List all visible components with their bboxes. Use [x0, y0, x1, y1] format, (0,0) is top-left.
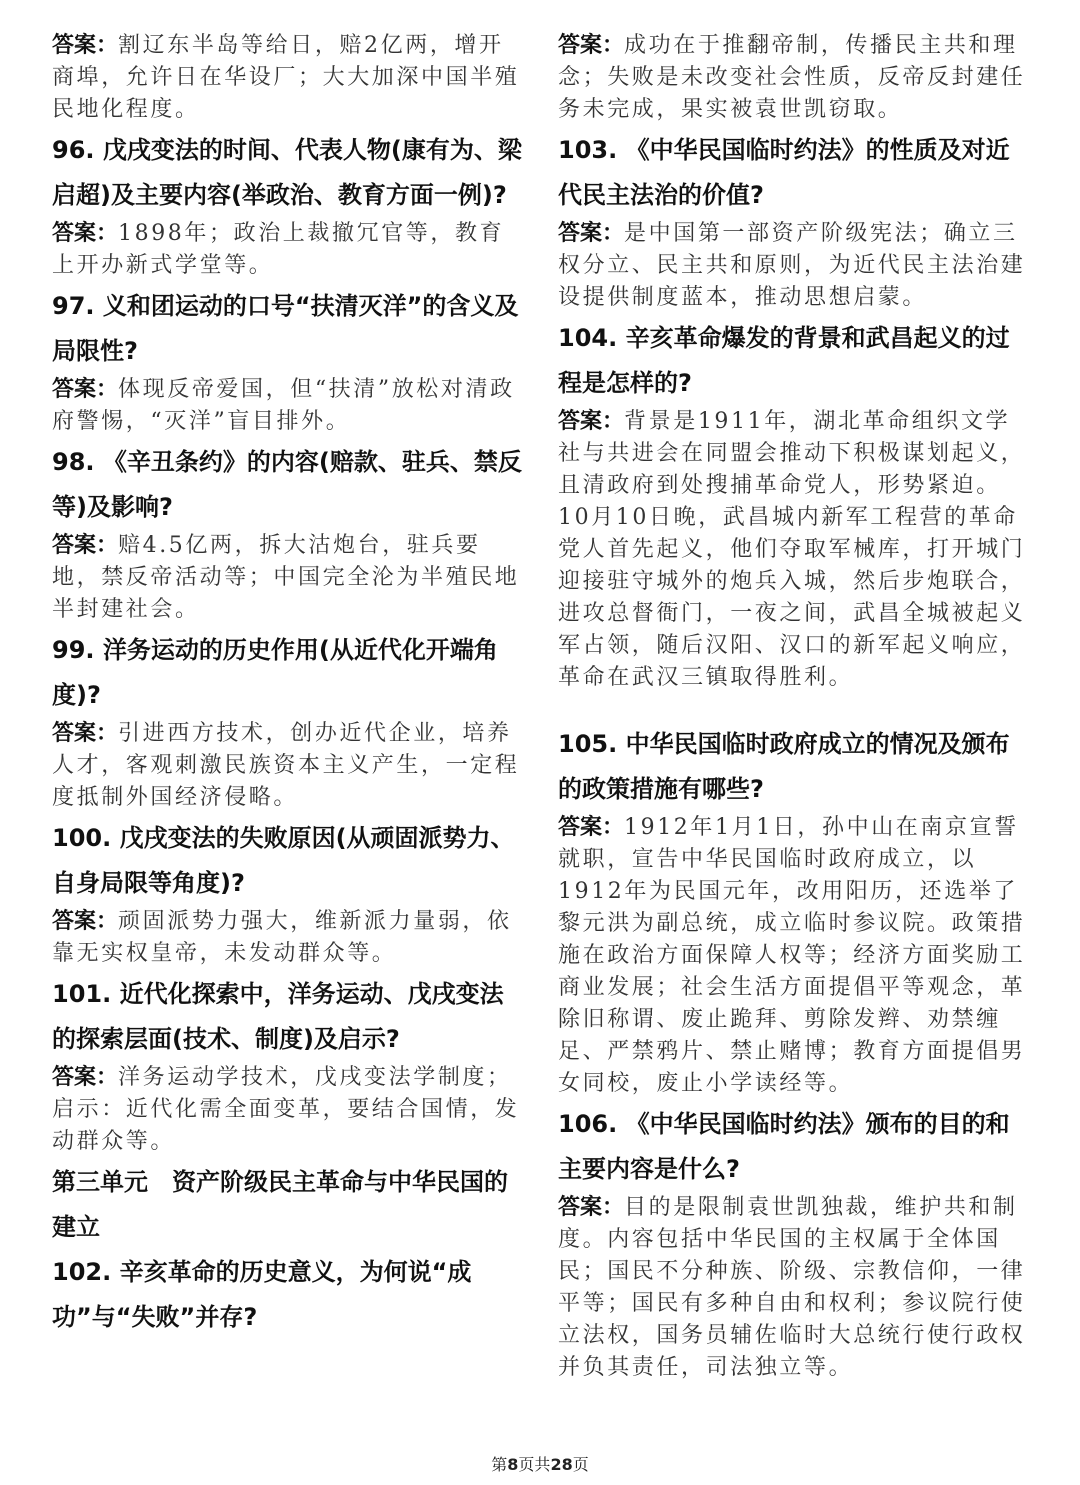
question-103: 103. 《中华民国临时约法》的性质及对近代民主法治的价值? — [558, 136, 1010, 209]
answer-text: 体现反帝爱国，但“扶清”放松对清政府警惕，“灭洋”盲目排外。 — [52, 377, 515, 434]
answer-104 — [558, 406, 1028, 694]
answer-label: 答案： — [52, 221, 119, 246]
spacer — [558, 696, 1028, 722]
question-96: 96. 戊戌变法的时间、代表人物(康有为、梁启超)及主要内容(举政治、教育方面一例)? — [52, 136, 522, 209]
right-column — [558, 30, 1028, 1386]
question-98: 98. 《辛丑条约》的内容(赔款、驻兵、禁反等)及影响? — [52, 448, 522, 521]
answer-text: 割辽东半岛等给日，赔2亿两，增开商埠，允许日在华设厂；大大加深中国半殖民地化程度。 — [52, 33, 520, 122]
question-97: 97. 义和团运动的口号“扶清灭洋”的含义及局限性? — [52, 292, 519, 365]
answer-label: 答案： — [52, 721, 119, 746]
answer-label: 答案： — [52, 377, 119, 402]
answer-100 — [52, 906, 522, 970]
total-page-count: 28 — [550, 1455, 573, 1474]
answer-102 — [558, 30, 1028, 126]
answer-101 — [52, 1062, 522, 1158]
answer-95 — [52, 30, 522, 126]
answer-label: 答案： — [52, 909, 119, 934]
answer-97 — [52, 374, 522, 438]
answer-label: 答案： — [558, 1195, 625, 1220]
question-106: 106. 《中华民国临时约法》颁布的目的和主要内容是什么? — [558, 1110, 1010, 1183]
page-footer — [0, 1452, 1080, 1475]
answer-label: 答案： — [558, 221, 625, 246]
question-104: 104. 辛亥革命爆发的背景和武昌起义的过程是怎样的? — [558, 324, 1010, 397]
answer-text: 背景是1911年，湖北革命组织文学社与共进会在同盟会推动下积极谋划起义，且清政府到处搜捕革命党人，形势紧迫。10月10日晚，武昌城内新军工程营的革命党人首先起义，他们夺取军械库，打开城门迎接驻守城外的炮兵入城，然后步炮联合，进攻总督衙门，一夜之间，武昌全城被起义军占领，随后汉阳、汉口的新军起义响应，革命在武汉三镇取得胜利。 — [558, 409, 1026, 690]
answer-text: 赔4.5亿两，拆大沽炮台，驻兵要地，禁反帝活动等；中国完全沦为半殖民地半封建社会。 — [52, 533, 520, 622]
question-99: 99. 洋务运动的历史作用(从近代化开端角度)? — [52, 636, 498, 709]
question-105: 105. 中华民国临时政府成立的情况及颁布的政策措施有哪些? — [558, 730, 1010, 803]
answer-text: 洋务运动学技术，戊戌变法学制度；启示：近代化需全面变革，要结合国情，发动群众等。 — [52, 1065, 520, 1154]
answer-105 — [558, 812, 1028, 1100]
unit-heading: 第三单元 资产阶级民主革命与中华民国的建立 — [52, 1168, 508, 1241]
answer-103 — [558, 218, 1028, 314]
answer-text: 顽固派势力强大，维新派力量弱，依靠无实权皇帝，未发动群众等。 — [52, 909, 512, 966]
answer-label: 答案： — [558, 815, 625, 840]
answer-text: 引进西方技术，创办近代企业，培养人才，客观刺激民族资本主义产生，一定程度抵制外国经济侵略。 — [52, 721, 520, 810]
answer-label: 答案： — [52, 33, 119, 58]
answer-text: 1898年；政治上裁撤冗官等，教育上开办新式学堂等。 — [52, 221, 505, 278]
answer-text: 1912年1月1日，孙中山在南京宣誓就职，宣告中华民国临时政府成立，以1912年为民国元年，改用阳历，还选举了黎元洪为副总统，成立临时参议院。政策措施在政治方面保障人权等；经济方面奖励工商业发展；社会生活方面提倡平等观念，革除旧称谓、废止跪拜、剪除发辫、劝禁缠足、严禁鸦片、禁止赌博；教育方面提倡男女同校，废止小学读经等。 — [558, 815, 1026, 1096]
answer-text: 目的是限制袁世凯独裁，维护共和制度。内容包括中华民国的主权属于全体国民；国民不分种族、阶级、宗教信仰，一律平等；国民有多种自由和权利；参议院行使立法权，国务员辅佐临时大总统行使行政权并负其责任，司法独立等。 — [558, 1195, 1026, 1380]
answer-label: 答案： — [52, 533, 119, 558]
footer-suffix: 页 — [572, 1455, 589, 1474]
answer-label: 答案： — [52, 1065, 119, 1090]
footer-middle: 页共 — [518, 1455, 551, 1474]
current-page-number: 8 — [507, 1455, 519, 1474]
question-101: 101. 近代化探索中，洋务运动、戊戌变法的探索层面(技术、制度)及启示? — [52, 980, 504, 1053]
answer-text: 是中国第一部资产阶级宪法；确立三权分立、民主共和原则，为近代民主法治建设提供制度蓝本，推动思想启蒙。 — [558, 221, 1026, 310]
answer-96 — [52, 218, 522, 282]
footer-prefix: 第 — [491, 1455, 508, 1474]
answer-text: 成功在于推翻帝制，传播民主共和理念；失败是未改变社会性质，反帝反封建任务未完成，果实被袁世凯窃取。 — [558, 33, 1026, 122]
answer-99 — [52, 718, 522, 814]
left-column — [52, 30, 522, 1340]
answer-106 — [558, 1192, 1028, 1384]
question-102: 102. 辛亥革命的历史意义，为何说“成功”与“失败”并存? — [52, 1258, 472, 1331]
answer-label: 答案： — [558, 33, 625, 58]
answer-label: 答案： — [558, 409, 625, 434]
question-100: 100. 戊戌变法的失败原因(从顽固派势力、自身局限等角度)? — [52, 824, 515, 897]
answer-98 — [52, 530, 522, 626]
